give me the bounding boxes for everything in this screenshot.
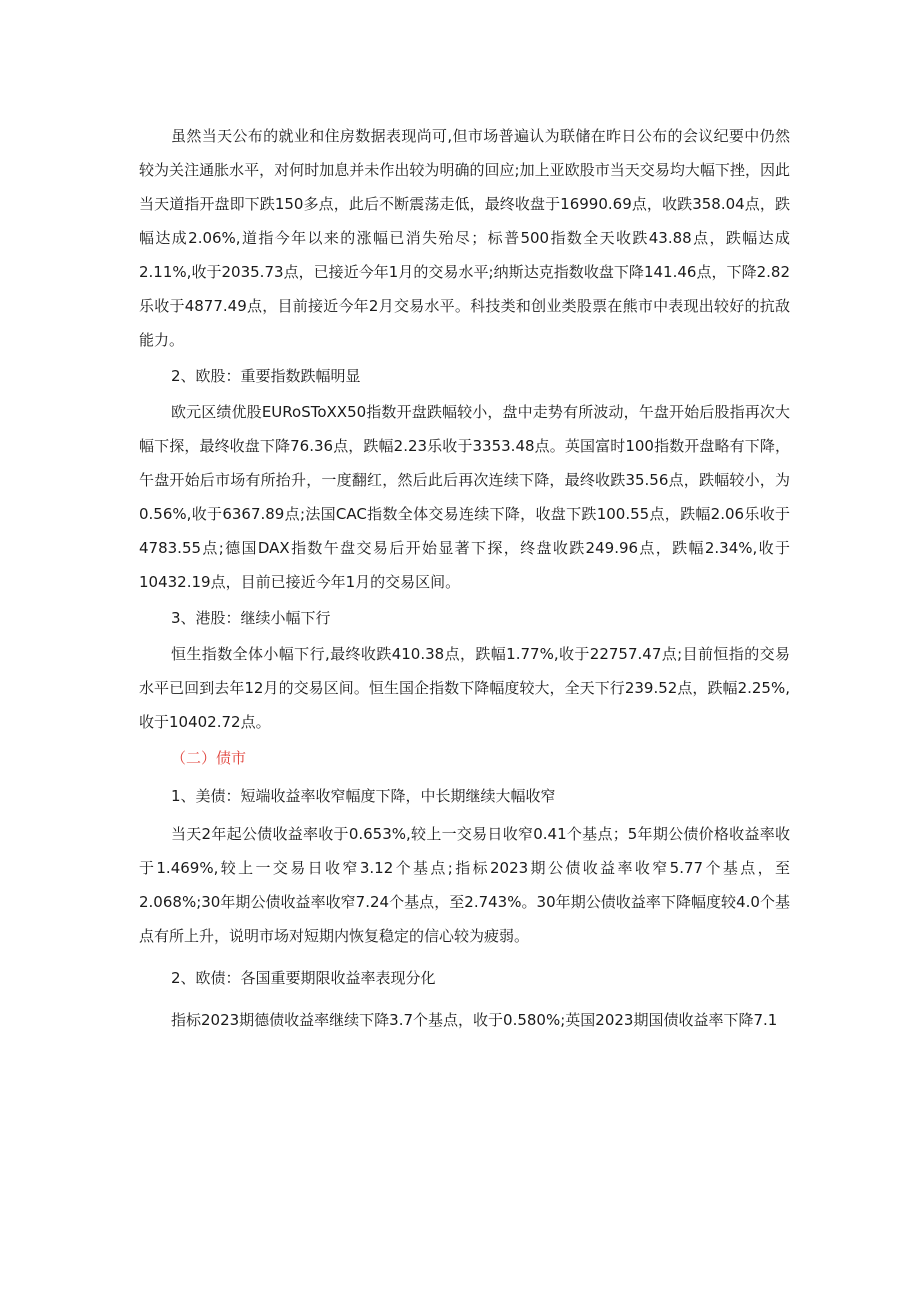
paragraph-eu-bonds: 指标2023期德债收益率继续下降3.7个基点，收于0.580%;英国2023期国债收益率下降7.1 — [171, 1011, 778, 1029]
section-title-bonds: （二）债市 — [171, 749, 247, 767]
heading-eu-stocks: 2、欧股：重要指数跌幅明显 — [171, 367, 361, 385]
heading-us-bonds: 1、美债：短端收益率收窄幅度下降，中长期继续大幅收窄 — [171, 787, 556, 805]
paragraph-eu-stocks: 欧元区绩优股EURoSToXX50指数开盘跌幅较小，盘中走势有所波动，午盘开始后股指再次大幅下探，最终收盘下降76.36点，跌幅2.23乐收于3353.48点。英国富时100指数开盘略有下降，午盘开始后市场有所抬升，一度翻红，然后此后再次连续下降，最终收跌35.56点，跌幅较小，为0.56%,收于6367.89点;法国CAC指数全体交易连续下降，收盘下跌100.55点，跌幅2.06乐收于4783.55点;德国DAX指数午盘交易后开始显著下探，终盘收跌249.96点，跌幅2.34%,收于10432.19点，目前已接近今年1月的交易区间。 — [139, 403, 790, 591]
paragraph-us-bonds: 当天2年起公债收益率收于0.653%,较上一交易日收窄0.41个基点；5年期公债价格收益率收于1.469%,较上一交易日收窄3.12个基点;指标2023期公债收益率收窄5.77个基点，至2.068%;30年期公债收益率收窄7.24个基点，至2.743%。30年期公债收益率下降幅度较4.0个基点有所上升，说明市场对短期内恢复稳定的信心较为疲弱。 — [139, 825, 790, 945]
paragraph-us-stocks: 虽然当天公布的就业和住房数据表现尚可,但市场普遍认为联储在昨日公布的会议纪要中仍然较为关注通胀水平，对何时加息并未作出较为明确的回应;加上亚欧股市当天交易均大幅下挫，因此当天道指开盘即下跌150多点，此后不断震荡走低，最终收盘于16990.69点，收跌358.04点，跌幅达成2.06%,道指今年以来的涨幅已消失殆尽；标普500指数全天收跌43.88点，跌幅达成2.11%,收于2035.73点，已接近今年1月的交易水平;纳斯达克指数收盘下降141.46点，下降2.82乐收于4877.49点，目前接近今年2月交易水平。科技类和创业类股票在熊市中表现出较好的抗敌能力。 — [139, 127, 790, 349]
document-page — [139, 119, 790, 1037]
heading-hk-stocks: 3、港股：继续小幅下行 — [171, 609, 331, 627]
heading-eu-bonds: 2、欧债：各国重要期限收益率表现分化 — [171, 969, 436, 987]
paragraph-hk-stocks: 恒生指数全体小幅下行,最终收跌410.38点，跌幅1.77%,收于22757.47点;目前恒指的交易水平已回到去年12月的交易区间。恒生国企指数下降幅度较大，全天下行239.52点，跌幅2.25%,收于10402.72点。 — [139, 645, 790, 731]
